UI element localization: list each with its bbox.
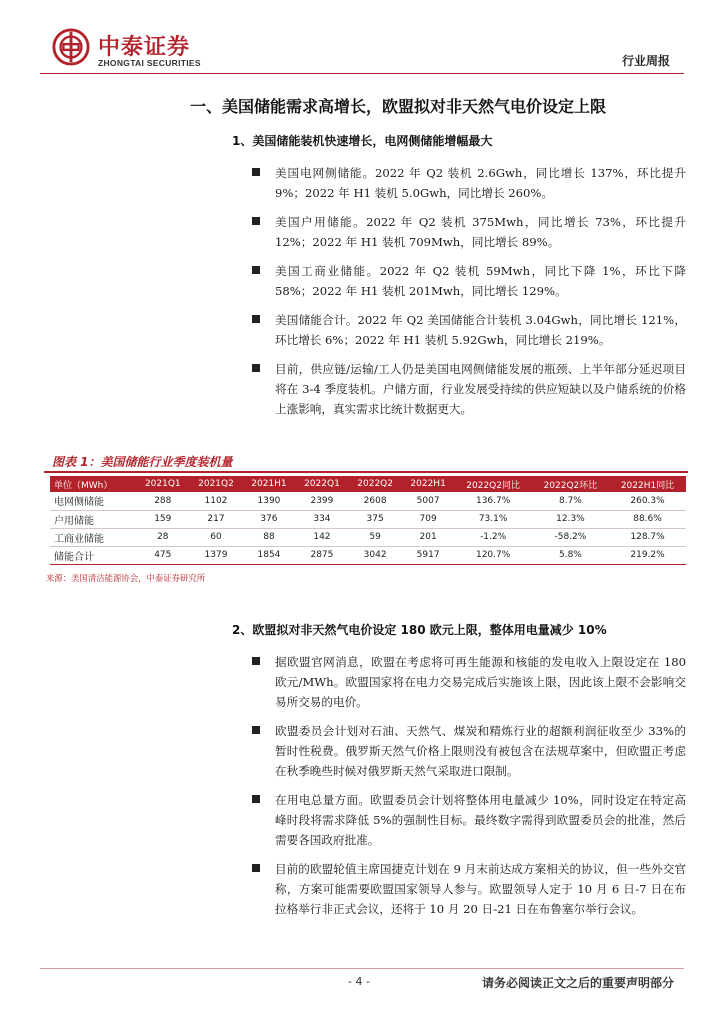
table-cell: 73.1% bbox=[454, 510, 531, 528]
table-cell: 142 bbox=[295, 528, 348, 546]
list-item bbox=[250, 310, 686, 350]
table-cell: 28 bbox=[136, 528, 189, 546]
table-cell: 1379 bbox=[189, 546, 242, 564]
table-cell: 1102 bbox=[189, 492, 242, 510]
list-item bbox=[250, 859, 686, 919]
table-cell: 128.7% bbox=[609, 528, 686, 546]
bullet-square-icon bbox=[252, 726, 260, 734]
table-cell: 88.6% bbox=[609, 510, 686, 528]
table-cell: 2875 bbox=[295, 546, 348, 564]
section-title: 一、美国储能需求高增长，欧盟拟对非天然气电价设定上限 bbox=[190, 97, 607, 116]
bullet-text: 在用电总量方面。欧盟委员会计划将整体用电量减少 10%，同时设定在特定高峰时段将需求降低 5%的强制性目标。最终数字需得到欧盟委员会的批准，然后需要各国政府批准。 bbox=[275, 793, 686, 847]
table-cell: 5007 bbox=[402, 492, 455, 510]
table-cell: 375 bbox=[349, 510, 402, 528]
column-header: 2022H1 bbox=[402, 476, 455, 492]
table-cell: -1.2% bbox=[454, 528, 531, 546]
column-header: 2021H1 bbox=[243, 476, 296, 492]
bullet-square-icon bbox=[252, 266, 260, 274]
table-cell: 159 bbox=[136, 510, 189, 528]
table-cell: 376 bbox=[243, 510, 296, 528]
column-header: 单位（MWh） bbox=[50, 476, 136, 492]
table-cell: 5.8% bbox=[532, 546, 609, 564]
table-cell: 户用储能 bbox=[50, 510, 136, 528]
logo-english-name: ZHONGTAI SECURITIES bbox=[98, 58, 201, 68]
table-row bbox=[50, 546, 686, 564]
table-cell: 3042 bbox=[349, 546, 402, 564]
table-cell: 电网侧储能 bbox=[50, 492, 136, 510]
column-header: 2022Q2环比 bbox=[532, 476, 609, 492]
bullet-square-icon bbox=[252, 168, 260, 176]
table-cell: 288 bbox=[136, 492, 189, 510]
table-cell: 工商业储能 bbox=[50, 528, 136, 546]
storage-install-table bbox=[50, 476, 686, 565]
bullet-square-icon bbox=[252, 795, 260, 803]
part1-title: 1、美国储能装机快速增长，电网侧储能增幅最大 bbox=[232, 134, 493, 148]
bullet-square-icon bbox=[252, 315, 260, 323]
footer-divider bbox=[40, 968, 684, 969]
table-cell: 储能合计 bbox=[50, 546, 136, 564]
bullet-text: 美国工商业储能。2022 年 Q2 装机 59Mwh，同比下降 1%，环比下降 58%；2022 年 H1 装机 201Mwh，同比增长 129%。 bbox=[275, 264, 686, 298]
footer-disclaimer: 请务必阅读正文之后的重要声明部分 bbox=[481, 976, 674, 990]
figure-caption: 图表 1：美国储能行业季度装机量 bbox=[52, 455, 233, 469]
column-header: 2021Q2 bbox=[189, 476, 242, 492]
table-cell: 709 bbox=[402, 510, 455, 528]
table-cell: -58.2% bbox=[532, 528, 609, 546]
part1-bullet-list bbox=[250, 163, 686, 428]
list-item bbox=[250, 212, 686, 252]
header-divider bbox=[40, 73, 684, 74]
table-cell: 5917 bbox=[402, 546, 455, 564]
bullet-text: 据欧盟官网消息，欧盟在考虑将可再生能源和核能的发电收入上限设定在 180 欧元/MWh。欧盟国家将在电力交易完成后实施该上限，因此该上限不会影响交易所交易的电价。 bbox=[275, 655, 686, 709]
table-cell: 475 bbox=[136, 546, 189, 564]
list-item bbox=[250, 790, 686, 850]
table-cell: 59 bbox=[349, 528, 402, 546]
column-header: 2022Q1 bbox=[295, 476, 348, 492]
table-cell: 2608 bbox=[349, 492, 402, 510]
bullet-text: 美国储能合计。2022 年 Q2 美国储能合计装机 3.04Gwh，同比增长 121%，环比增长 6%；2022 年 H1 装机 5.92Gwh，同比增长 219%。 bbox=[275, 313, 686, 347]
bullet-text: 目前的欧盟轮值主席国捷克计划在 9 月末前达成方案相关的协议，但一些外交官称，方案可能需要欧盟国家领导人参与。欧盟领导人定于 10 月 6 日-7 日在布拉格举行非正式会议，还将于 10 月 20 日-21 日在布鲁塞尔举行会议。 bbox=[275, 862, 686, 916]
bullet-square-icon bbox=[252, 217, 260, 225]
logo-chinese-name: 中泰证券 bbox=[98, 35, 191, 60]
column-header: 2022Q2 bbox=[349, 476, 402, 492]
list-item bbox=[250, 261, 686, 301]
page-number: - 4 - bbox=[348, 975, 370, 988]
page-header bbox=[0, 0, 724, 80]
bullet-text: 美国户用储能。2022 年 Q2 装机 375Mwh，同比增长 73%，环比提升 12%；2022 年 H1 装机 709Mwh，同比增长 89%。 bbox=[275, 215, 686, 249]
table-cell: 219.2% bbox=[609, 546, 686, 564]
table-cell: 60 bbox=[189, 528, 242, 546]
table-row bbox=[50, 510, 686, 528]
table-cell: 120.7% bbox=[454, 546, 531, 564]
bullet-square-icon bbox=[252, 657, 260, 665]
table-cell: 201 bbox=[402, 528, 455, 546]
table-cell: 12.3% bbox=[532, 510, 609, 528]
column-header: 2021Q1 bbox=[136, 476, 189, 492]
table-source-note: 来源：美国清洁能源协会，中泰证券研究所 bbox=[46, 573, 206, 583]
list-item bbox=[250, 721, 686, 781]
table-header-row bbox=[50, 476, 686, 492]
figure-caption-bar bbox=[44, 449, 688, 473]
table-cell: 2399 bbox=[295, 492, 348, 510]
part2-title: 2、欧盟拟对非天然气电价设定 180 欧元上限，整体用电量减少 10% bbox=[232, 623, 607, 637]
list-item bbox=[250, 163, 686, 203]
bullet-square-icon bbox=[252, 364, 260, 372]
table-cell: 260.3% bbox=[609, 492, 686, 510]
table-cell: 1854 bbox=[243, 546, 296, 564]
table-cell: 1390 bbox=[243, 492, 296, 510]
zhongtai-logo-icon bbox=[52, 28, 90, 66]
table-cell: 8.7% bbox=[532, 492, 609, 510]
column-header: 2022Q2同比 bbox=[454, 476, 531, 492]
bullet-square-icon bbox=[252, 864, 260, 872]
part2-bullet-list bbox=[250, 652, 686, 928]
table-cell: 88 bbox=[243, 528, 296, 546]
list-item bbox=[250, 652, 686, 712]
bullet-text: 目前，供应链/运输/工人仍是美国电网侧储能发展的瓶颈、上半年部分延迟项目将在 3-4 季度装机。户储方面，行业发展受持续的供应短缺以及户储系统的价格上涨影响，真实需求比统计数据更大。 bbox=[275, 362, 686, 416]
table-cell: 217 bbox=[189, 510, 242, 528]
table-cell: 136.7% bbox=[454, 492, 531, 510]
table-cell: 334 bbox=[295, 510, 348, 528]
list-item bbox=[250, 359, 686, 419]
table-row bbox=[50, 528, 686, 546]
bullet-text: 美国电网侧储能。2022 年 Q2 装机 2.6Gwh，同比增长 137%，环比提升 9%；2022 年 H1 装机 5.0Gwh，同比增长 260%。 bbox=[275, 166, 686, 200]
table-row bbox=[50, 492, 686, 510]
column-header: 2022H1同比 bbox=[609, 476, 686, 492]
document-type: 行业周报 bbox=[621, 54, 670, 68]
bullet-text: 欧盟委员会计划对石油、天然气、煤炭和精炼行业的超额利润征收至少 33%的暂时性税费。俄罗斯天然气价格上限则没有被包含在法规草案中，但欧盟正考虑在秋季晚些时候对俄罗斯天然气采取进口限制。 bbox=[275, 724, 686, 778]
